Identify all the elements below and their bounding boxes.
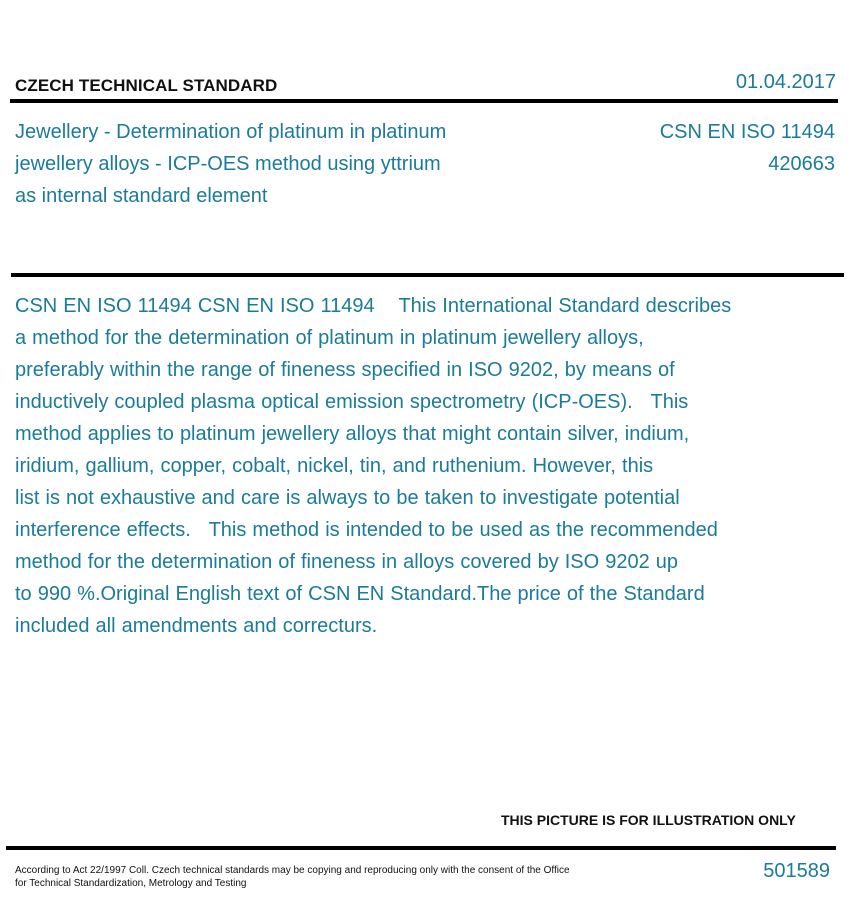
description-line: preferably within the range of fineness specified in ISO 9202, by means of	[15, 359, 675, 381]
description-line: iridium, gallium, copper, cobalt, nickel, tin, and ruthenium. However, this	[15, 455, 654, 477]
description-line: to 990 %.Original English text of CSN EN Standard.The price of the Standard	[15, 583, 705, 605]
standard-title	[15, 116, 495, 212]
description-line: list is not exhaustive and care is always to be taken to investigate potential	[15, 487, 680, 509]
standard-number: 420663	[768, 153, 835, 175]
catalog-number: 501589	[763, 860, 830, 882]
standard-title-line: as internal standard element	[15, 185, 268, 207]
standard-description	[15, 290, 795, 642]
publication-date: 01.04.2017	[735, 71, 836, 93]
legal-notice	[15, 864, 585, 890]
description-line: interference effects. This method is intended to be used as the recommended	[15, 519, 718, 541]
document-type-label: CZECH TECHNICAL STANDARD	[15, 76, 278, 95]
description-line: method for the determination of fineness in alloys covered by ISO 9202 up	[15, 551, 679, 573]
description-line: CSN EN ISO 11494 CSN EN ISO 11494 This International Standard describes	[15, 295, 732, 317]
standard-code: CSN EN ISO 11494	[659, 121, 835, 143]
footer-divider	[6, 846, 836, 850]
illustration-disclaimer: THIS PICTURE IS FOR ILLUSTRATION ONLY	[501, 812, 796, 828]
description-line: method applies to platinum jewellery alloys that might contain silver, indium,	[15, 423, 690, 445]
standard-title-line: Jewellery - Determination of platinum in platinum	[15, 121, 447, 143]
description-line: included all amendments and correcturs.	[15, 615, 378, 637]
top-divider	[10, 99, 838, 103]
title-divider	[11, 273, 844, 277]
description-line: inductively coupled plasma optical emission spectrometry (ICP-OES). This	[15, 391, 689, 413]
standard-identifier	[660, 116, 835, 180]
legal-notice-line: for Technical Standardization, Metrology and Testing	[15, 878, 247, 889]
standard-title-line: jewellery alloys - ICP-OES method using yttrium	[15, 153, 441, 175]
legal-notice-line: According to Act 22/1997 Coll. Czech technical standards may be copying and reproducing only with the consent of the Office	[15, 865, 570, 876]
description-line: a method for the determination of platinum in platinum jewellery alloys,	[15, 327, 644, 349]
